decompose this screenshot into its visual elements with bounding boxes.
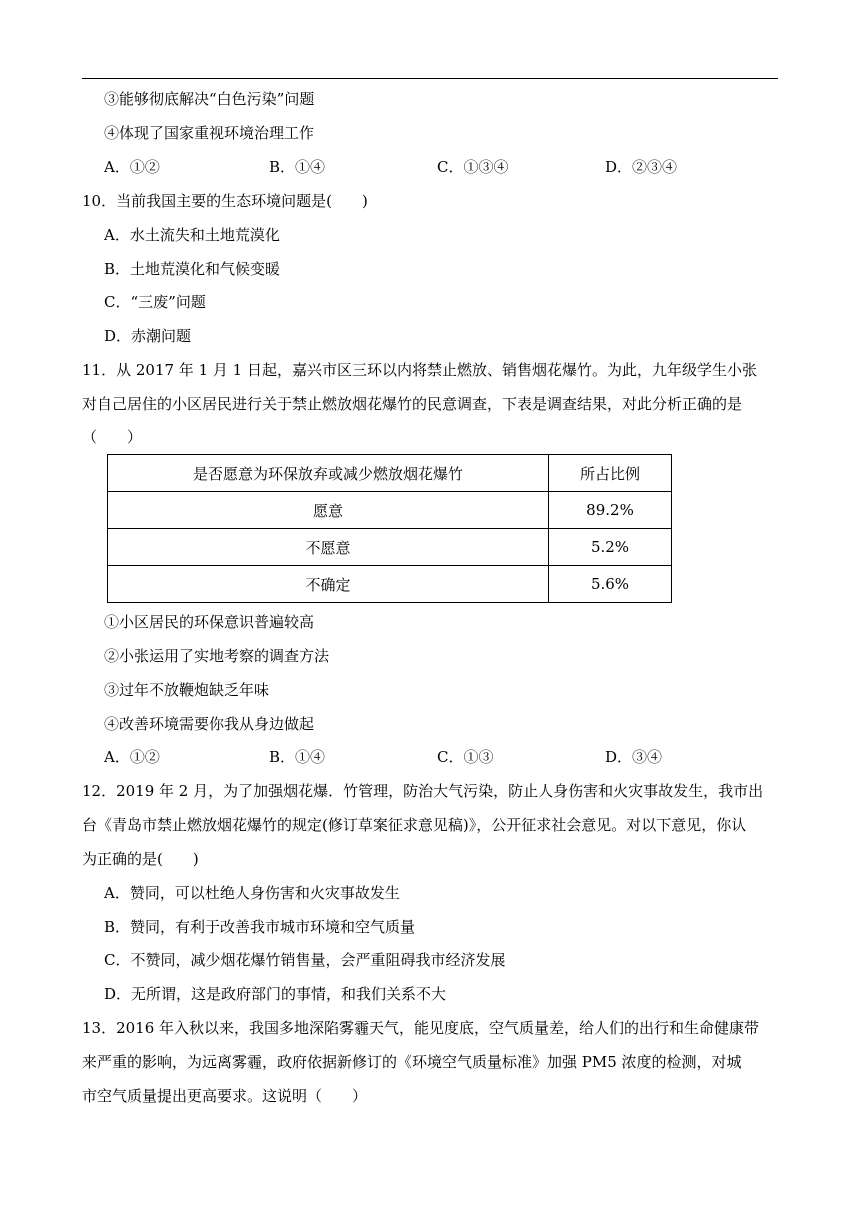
q11-stem-line-3: （ ） xyxy=(82,428,143,446)
q9-option-a[interactable]: A．①② xyxy=(104,158,160,176)
q12-option-a[interactable]: A．赞同，可以杜绝人身伤害和火灾事故发生 xyxy=(104,884,400,902)
q11-stem-line-1: 11．从 2017 年 1 月 1 日起，嘉兴市区三环以内将禁止燃放、销售烟花爆竹。为此，九年级学生小张 xyxy=(82,361,757,379)
q11-item-2: ②小张运用了实地考察的调查方法 xyxy=(104,647,330,665)
q10-option-b[interactable]: B．土地荒漠化和气候变暖 xyxy=(104,260,281,278)
survey-table xyxy=(107,454,672,603)
table-header-row xyxy=(108,455,672,492)
table-cell-answer: 愿意 xyxy=(108,492,549,529)
q13-stem-line-3: 市空气质量提出更高要求。这说明（ ） xyxy=(82,1087,368,1105)
q12-option-b[interactable]: B．赞同，有利于改善我市城市环境和空气质量 xyxy=(104,918,416,936)
q9-option-d[interactable]: D．②③④ xyxy=(605,158,678,176)
q12-stem-line-3: 为正确的是( ) xyxy=(82,850,199,868)
q9-item-3: ③能够彻底解决“白色污染”问题 xyxy=(104,90,315,108)
q11-stem-line-2: 对自己居住的小区居民进行关于禁止燃放烟花爆竹的民意调查，下表是调查结果，对此分析正确的是 xyxy=(82,395,743,413)
q11-option-a[interactable]: A．①② xyxy=(104,748,160,766)
table-header-question: 是否愿意为环保放弃或减少燃放烟花爆竹 xyxy=(108,455,549,492)
q11-item-1: ①小区居民的环保意识普遍较高 xyxy=(104,613,315,631)
q9-item-4: ④体现了国家重视环境治理工作 xyxy=(104,124,315,142)
table-cell-ratio: 89.2% xyxy=(549,492,672,529)
q9-option-b[interactable]: B．①④ xyxy=(269,158,326,176)
q13-stem-line-2: 来严重的影响，为远离雾霾，政府依据新修订的《环境空气质量标准》加强 PM5 浓度的检测，对城 xyxy=(82,1053,742,1071)
header-rule xyxy=(82,78,778,79)
q10-option-a[interactable]: A．水土流失和土地荒漠化 xyxy=(104,226,280,244)
table-row xyxy=(108,492,672,529)
q9-option-c[interactable]: C．①③④ xyxy=(437,158,509,176)
q10-stem: 10．当前我国主要的生态环境问题是( ) xyxy=(82,192,368,210)
table-header-ratio: 所占比例 xyxy=(549,455,672,492)
q10-option-d[interactable]: D．赤潮问题 xyxy=(104,327,192,345)
q11-option-b[interactable]: B．①④ xyxy=(269,748,326,766)
table-row xyxy=(108,566,672,603)
table-row xyxy=(108,529,672,566)
q12-stem-line-1: 12．2019 年 2 月，为了加强烟花爆．竹管理，防治大气污染，防止人身伤害和火灾事故发生，我市出 xyxy=(82,782,764,800)
q11-item-4: ④改善环境需要你我从身边做起 xyxy=(104,715,315,733)
q11-option-d[interactable]: D．③④ xyxy=(605,748,663,766)
q11-option-c[interactable]: C．①③ xyxy=(437,748,494,766)
q12-option-d[interactable]: D．无所谓，这是政府部门的事情，和我们关系不大 xyxy=(104,985,447,1003)
table-cell-answer: 不确定 xyxy=(108,566,549,603)
q10-option-c[interactable]: C．“三废”问题 xyxy=(104,293,206,311)
table-cell-ratio: 5.6% xyxy=(549,566,672,603)
q11-item-3: ③过年不放鞭炮缺乏年味 xyxy=(104,681,270,699)
q12-option-c[interactable]: C．不赞同，减少烟花爆竹销售量，会严重阻碍我市经济发展 xyxy=(104,951,506,969)
table-cell-answer: 不愿意 xyxy=(108,529,549,566)
q13-stem-line-1: 13．2016 年入秋以来，我国多地深陷雾霾天气，能见度底，空气质量差，给人们的出行和生命健康带 xyxy=(82,1019,760,1037)
q12-stem-line-2: 台《青岛市禁止燃放烟花爆竹的规定(修订草案征求意见稿)》，公开征求社会意见。对以下意见，你认 xyxy=(82,816,747,834)
table-cell-ratio: 5.2% xyxy=(549,529,672,566)
